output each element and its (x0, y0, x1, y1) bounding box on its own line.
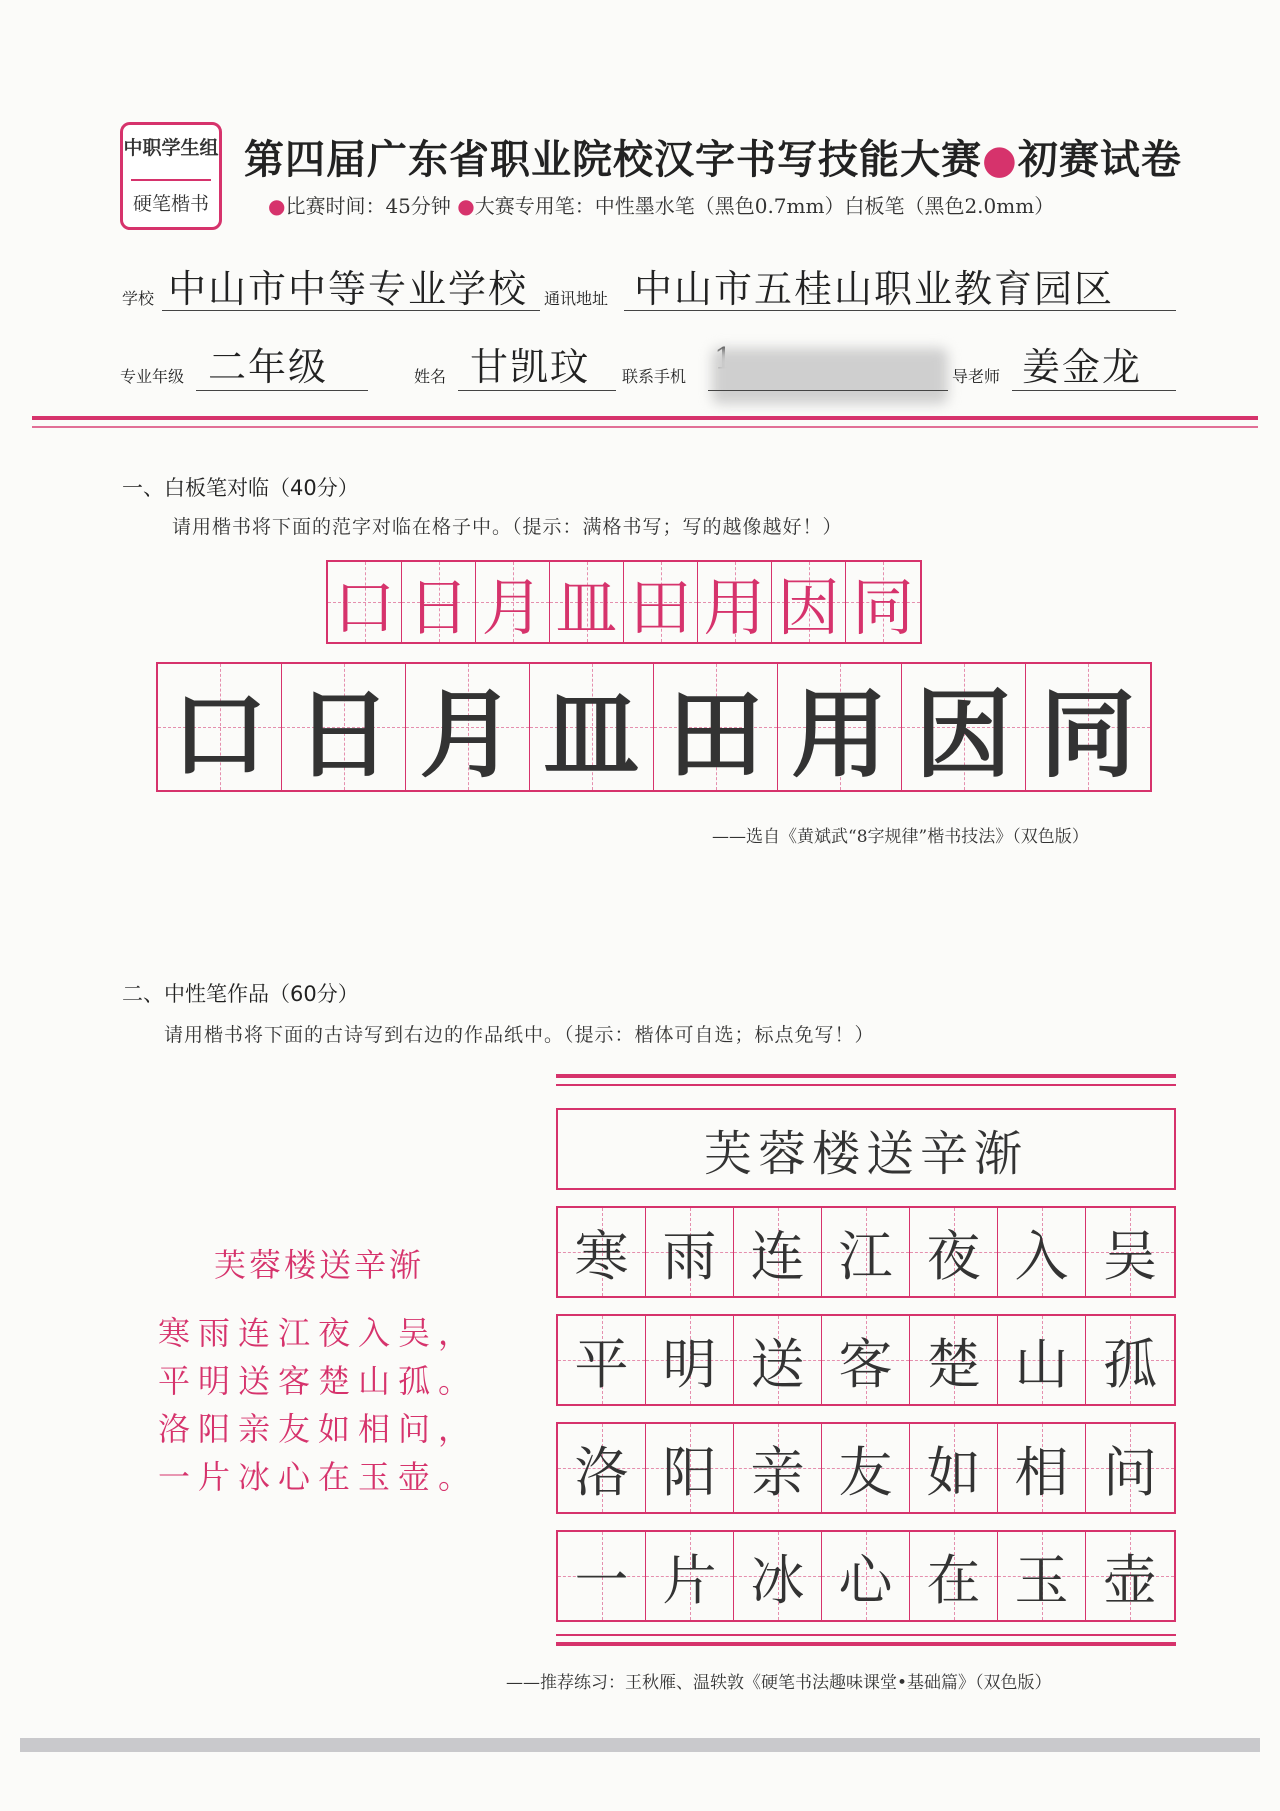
model-char: 因 (777, 570, 840, 644)
work-cell (734, 1208, 822, 1296)
written-char: 同 (1040, 677, 1136, 791)
written-char: 因 (915, 677, 1012, 791)
model-char: 皿 (555, 570, 618, 644)
written-char: 皿 (543, 677, 640, 791)
work-char: 送 (750, 1332, 805, 1396)
section2-heading: 二、中性笔作品（60分） (122, 982, 359, 1006)
work-char: 壶 (1103, 1548, 1157, 1612)
work-rule-bottom-thin (556, 1634, 1176, 1636)
poem-title: 芙蓉楼送辛渐 (214, 1246, 425, 1284)
teacher-underline (1012, 390, 1176, 391)
work-char: 客 (838, 1332, 893, 1396)
model-cell (698, 562, 772, 642)
exam-info (268, 190, 1054, 219)
model-cell (328, 562, 402, 642)
work-cell (1086, 1208, 1174, 1296)
work-rule-bottom (556, 1642, 1176, 1646)
written-char: 月 (419, 677, 516, 791)
work-cell (734, 1532, 822, 1620)
grade-underline (196, 390, 368, 391)
exam-time: 比赛时间：45分钟 (285, 194, 451, 218)
work-cell (910, 1424, 998, 1512)
work-char: 片 (662, 1548, 717, 1612)
grade-value: 二年级 (208, 345, 329, 389)
section1-source: ——选自《黄斌武“8字规律”楷书技法》（双色版） (712, 827, 1089, 847)
written-char: 口 (171, 677, 268, 791)
work-char: 如 (926, 1440, 981, 1504)
practice-grid (156, 662, 1152, 792)
poem-line: 寒雨连江夜入吴， (158, 1314, 479, 1352)
school-label: 学校 (122, 289, 155, 308)
written-char: 用 (791, 677, 888, 791)
section2-source: ——推荐练习：王秋雁、温轶敦《硬笔书法趣味课堂•基础篇》（双色版） (506, 1673, 1052, 1693)
work-char: 友 (838, 1440, 893, 1504)
work-cell (646, 1424, 734, 1512)
header-rule (32, 416, 1258, 420)
address-underline (624, 310, 1176, 311)
name-label: 姓名 (414, 367, 447, 386)
model-char: 田 (629, 570, 692, 644)
practice-cell (902, 664, 1026, 790)
work-cell (910, 1532, 998, 1620)
badge-style-label: 硬笔楷书 (132, 193, 209, 215)
work-title: 芙蓉楼送辛渐 (703, 1125, 1028, 1182)
work-cell (998, 1316, 1086, 1404)
work-char: 问 (1103, 1440, 1157, 1504)
title-end: 初赛试卷 (1017, 137, 1182, 183)
phone-label: 联系手机 (622, 367, 687, 386)
work-cell (1086, 1424, 1174, 1512)
model-cell (402, 562, 476, 642)
work-cell (734, 1316, 822, 1404)
work-cell (822, 1208, 910, 1296)
work-cell (646, 1532, 734, 1620)
model-char: 月 (481, 570, 544, 644)
scan-edge (20, 1738, 1260, 1752)
badge-group-label: 中职学生组 (123, 137, 219, 159)
written-char: 田 (667, 677, 764, 791)
practice-cell (530, 664, 654, 790)
work-char: 在 (926, 1548, 981, 1612)
work-cell (558, 1424, 646, 1512)
work-char: 孤 (1103, 1332, 1157, 1396)
work-char: 江 (838, 1224, 893, 1288)
section2-instruction: 请用楷书将下面的古诗写到右边的作品纸中。（提示：楷体可自选；标点免写！） (164, 1024, 875, 1046)
bullet-icon: ● (268, 194, 286, 218)
work-cell (910, 1316, 998, 1404)
practice-cell (282, 664, 406, 790)
work-cell (646, 1208, 734, 1296)
work-cell (734, 1424, 822, 1512)
work-cell (910, 1208, 998, 1296)
address-value: 中山市五桂山职业教育园区 (634, 267, 1115, 311)
section1-heading: 一、白板笔对临（40分） (122, 476, 359, 500)
work-char: 一 (574, 1548, 629, 1612)
model-cell (550, 562, 624, 642)
practice-cell (778, 664, 902, 790)
work-cell (822, 1316, 910, 1404)
work-char: 阳 (662, 1440, 717, 1504)
phone-underline (708, 390, 948, 391)
teacher-label: 导老师 (952, 367, 1001, 386)
work-cell (998, 1424, 1086, 1512)
grade-label: 专业年级 (120, 367, 185, 386)
teacher-value: 姜金龙 (1022, 345, 1143, 389)
work-char: 心 (838, 1548, 893, 1612)
poem-line: 洛阳亲友如相问， (158, 1410, 479, 1448)
work-char: 冰 (750, 1548, 805, 1612)
model-cell (772, 562, 846, 642)
practice-cell (1026, 664, 1150, 790)
work-rule-top-thin (556, 1084, 1176, 1086)
bullet-icon: ● (457, 194, 475, 218)
work-cell (558, 1208, 646, 1296)
model-cell (476, 562, 550, 642)
practice-cell (158, 664, 282, 790)
work-cell (646, 1316, 734, 1404)
work-char: 洛 (574, 1440, 629, 1504)
work-char: 寒 (574, 1224, 629, 1288)
model-cell (846, 562, 920, 642)
work-cell (998, 1208, 1086, 1296)
work-char: 入 (1014, 1224, 1069, 1288)
badge-divider (131, 179, 211, 181)
title-dot: ● (982, 137, 1018, 183)
work-char: 夜 (926, 1224, 981, 1288)
page-title (244, 128, 1182, 185)
work-cell (822, 1424, 910, 1512)
work-char: 连 (750, 1224, 805, 1288)
model-char: 口 (333, 570, 396, 644)
school-underline (162, 310, 540, 311)
poem-line: 一片冰心在玉壶。 (158, 1458, 479, 1496)
work-row (556, 1422, 1176, 1514)
model-char: 同 (851, 570, 914, 644)
model-char: 用 (703, 570, 766, 644)
school-value: 中山市中等专业学校 (168, 267, 529, 311)
work-row (556, 1206, 1176, 1298)
work-char: 吴 (1103, 1224, 1157, 1288)
address-label: 通讯地址 (544, 289, 609, 308)
work-char: 亲 (750, 1440, 805, 1504)
written-char: 日 (295, 677, 392, 791)
practice-cell (654, 664, 778, 790)
title-main: 第四届广东省职业院校汉字书写技能大赛 (244, 137, 982, 183)
practice-cell (406, 664, 530, 790)
model-char: 日 (407, 570, 470, 644)
work-char: 山 (1014, 1332, 1069, 1396)
work-char: 楚 (926, 1332, 981, 1396)
work-row (556, 1314, 1176, 1406)
name-underline (458, 390, 616, 391)
work-char: 玉 (1014, 1548, 1069, 1612)
work-char: 明 (662, 1332, 717, 1396)
work-rule-top (556, 1074, 1176, 1078)
poem-line: 平明送客楚山孤。 (158, 1362, 479, 1400)
work-cell (558, 1532, 646, 1620)
section1-instruction: 请用楷书将下面的范字对临在格子中。（提示：满格书写；写的越像越好！） (172, 516, 843, 538)
work-title-box (556, 1108, 1176, 1190)
work-char: 雨 (662, 1224, 717, 1288)
work-row (556, 1530, 1176, 1622)
work-cell (1086, 1316, 1174, 1404)
name-value: 甘凯玟 (470, 345, 591, 389)
work-char: 平 (574, 1332, 629, 1396)
work-cell (998, 1532, 1086, 1620)
model-grid (326, 560, 922, 644)
header-rule-thin (32, 426, 1258, 428)
work-cell (1086, 1532, 1174, 1620)
model-cell (624, 562, 698, 642)
redacted-phone (712, 348, 948, 404)
category-badge (120, 122, 222, 230)
work-char: 相 (1014, 1440, 1069, 1504)
exam-pens: 大赛专用笔：中性墨水笔（黑色0.7mm）白板笔（黑色2.0mm） (474, 194, 1055, 218)
work-cell (822, 1532, 910, 1620)
work-cell (558, 1316, 646, 1404)
